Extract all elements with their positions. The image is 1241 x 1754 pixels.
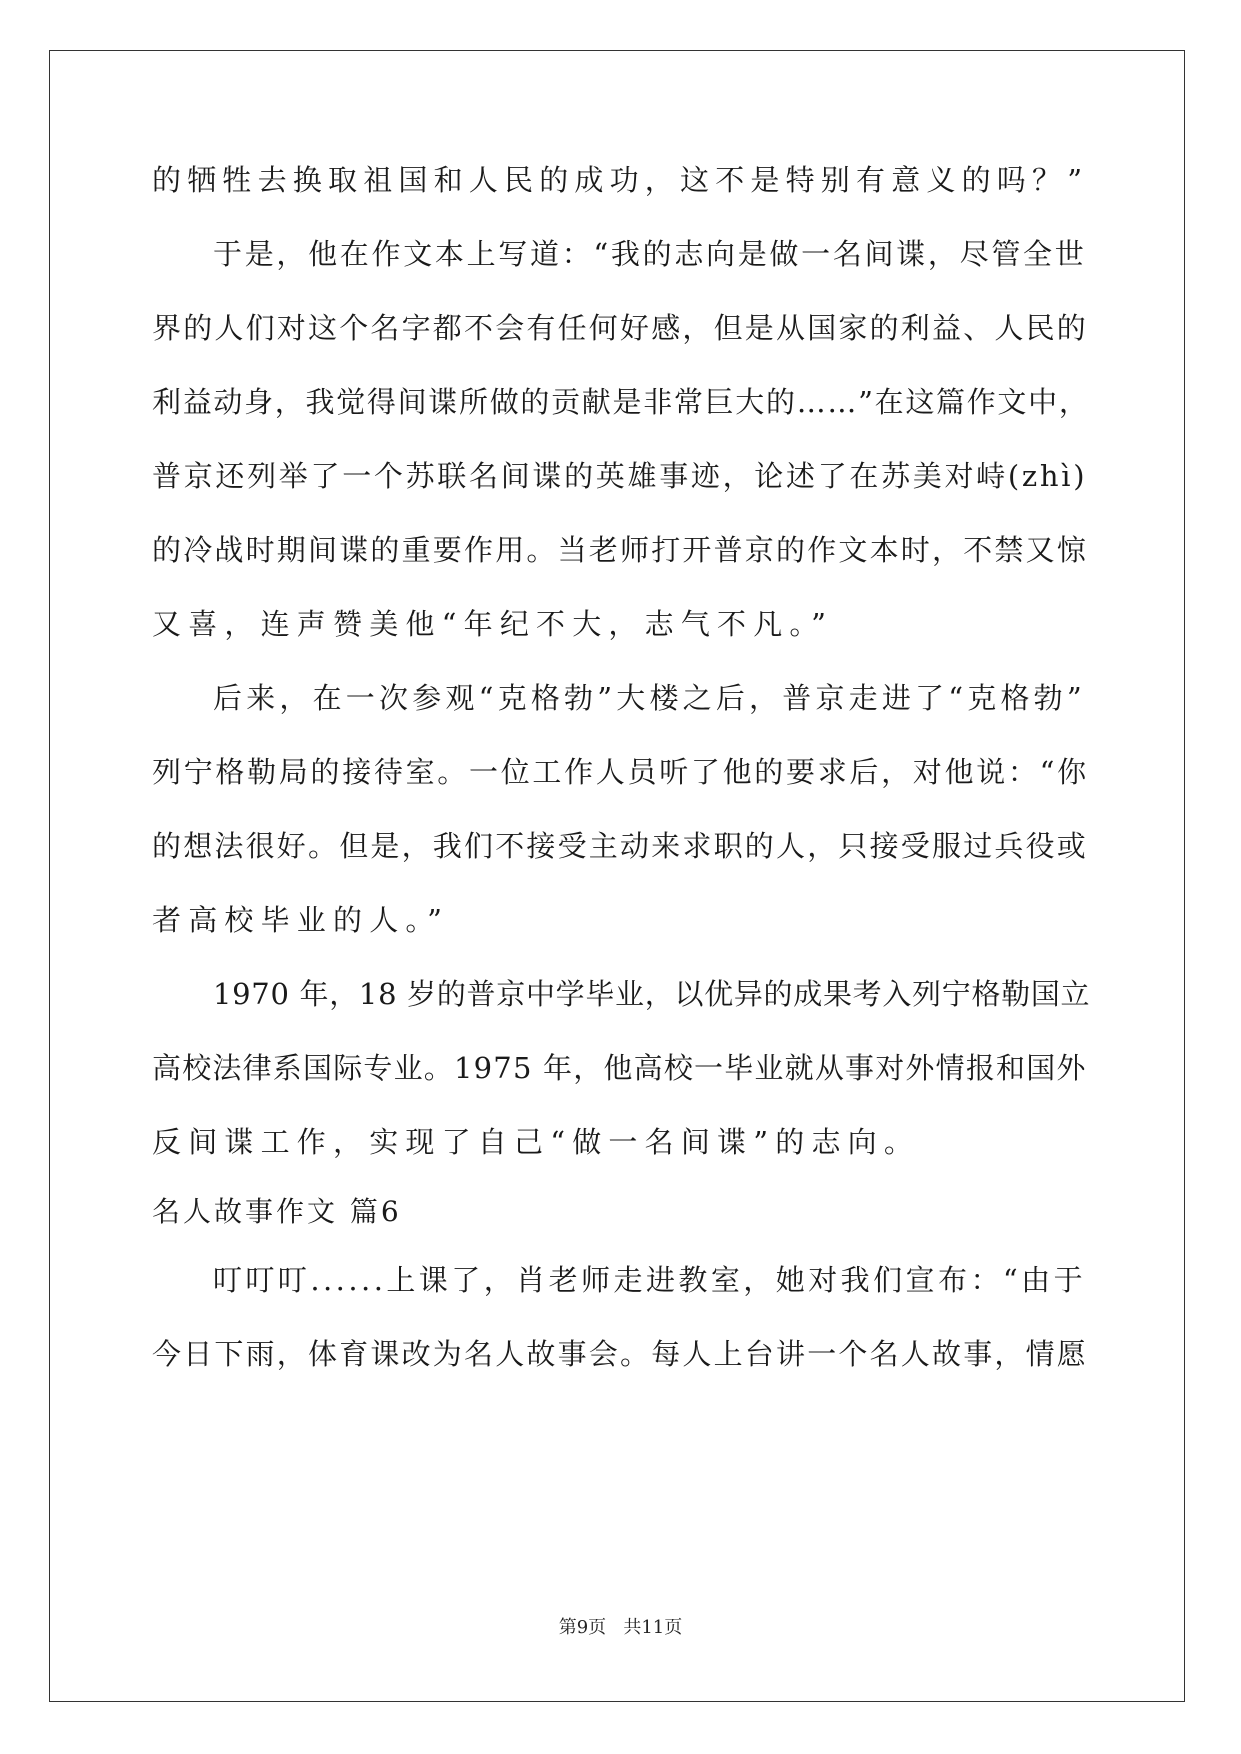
page-total: 共11页 (623, 1617, 683, 1638)
text-line: 普京还列举了一个苏联名间谍的英雄事迹，论述了在苏美对峙(zhì) (152, 459, 1088, 493)
text-line: 今日下雨，体育课改为名人故事会。每人上台讲一个名人故事，情愿 (152, 1337, 1089, 1371)
page-footer (0, 1616, 1241, 1640)
text-line: 后来，在一次参观“克格勃”大楼之后，普京走进了“克格勃” (213, 681, 1086, 715)
text-line: 又喜，连声赞美他“年纪不大，志气不凡。” (152, 607, 834, 641)
text-line: 的牺牲去换取祖国和人民的成功，这不是特别有意义的吗？” (152, 163, 1089, 197)
text-line: 1970 年，18 岁的普京中学毕业，以优异的成果考入列宁格勒国立 (213, 977, 1091, 1011)
section-heading: 名人故事作文 篇6 (152, 1195, 402, 1228)
text-line: 的冷战时期间谍的重要作用。当老师打开普京的作文本时，不禁又惊 (152, 533, 1089, 567)
text-line: 反间谍工作，实现了自己“做一名间谍”的志向。 (152, 1125, 921, 1159)
page-number: 第9页 (558, 1617, 607, 1638)
text-line: 于是，他在作文本上写道：“我的志向是做一名间谍，尽管全世 (213, 237, 1087, 271)
text-line: 叮叮叮......上课了，肖老师走进教室，她对我们宣布：“由于 (213, 1263, 1087, 1297)
text-line: 利益动身，我觉得间谍所做的贡献是非常巨大的……”在这篇作文中， (152, 385, 1090, 419)
page-border (49, 50, 1185, 1702)
text-line: 者高校毕业的人。” (152, 903, 450, 937)
text-line: 的想法很好。但是，我们不接受主动来求职的人，只接受服过兵役或 (152, 829, 1089, 863)
text-line: 界的人们对这个名字都不会有任何好感，但是从国家的利益、人民的 (152, 311, 1089, 345)
text-line: 列宁格勒局的接待室。一位工作人员听了他的要求后，对他说：“你 (152, 755, 1089, 789)
text-line: 高校法律系国际专业。1975 年，他高校一毕业就从事对外情报和国外 (152, 1051, 1087, 1085)
